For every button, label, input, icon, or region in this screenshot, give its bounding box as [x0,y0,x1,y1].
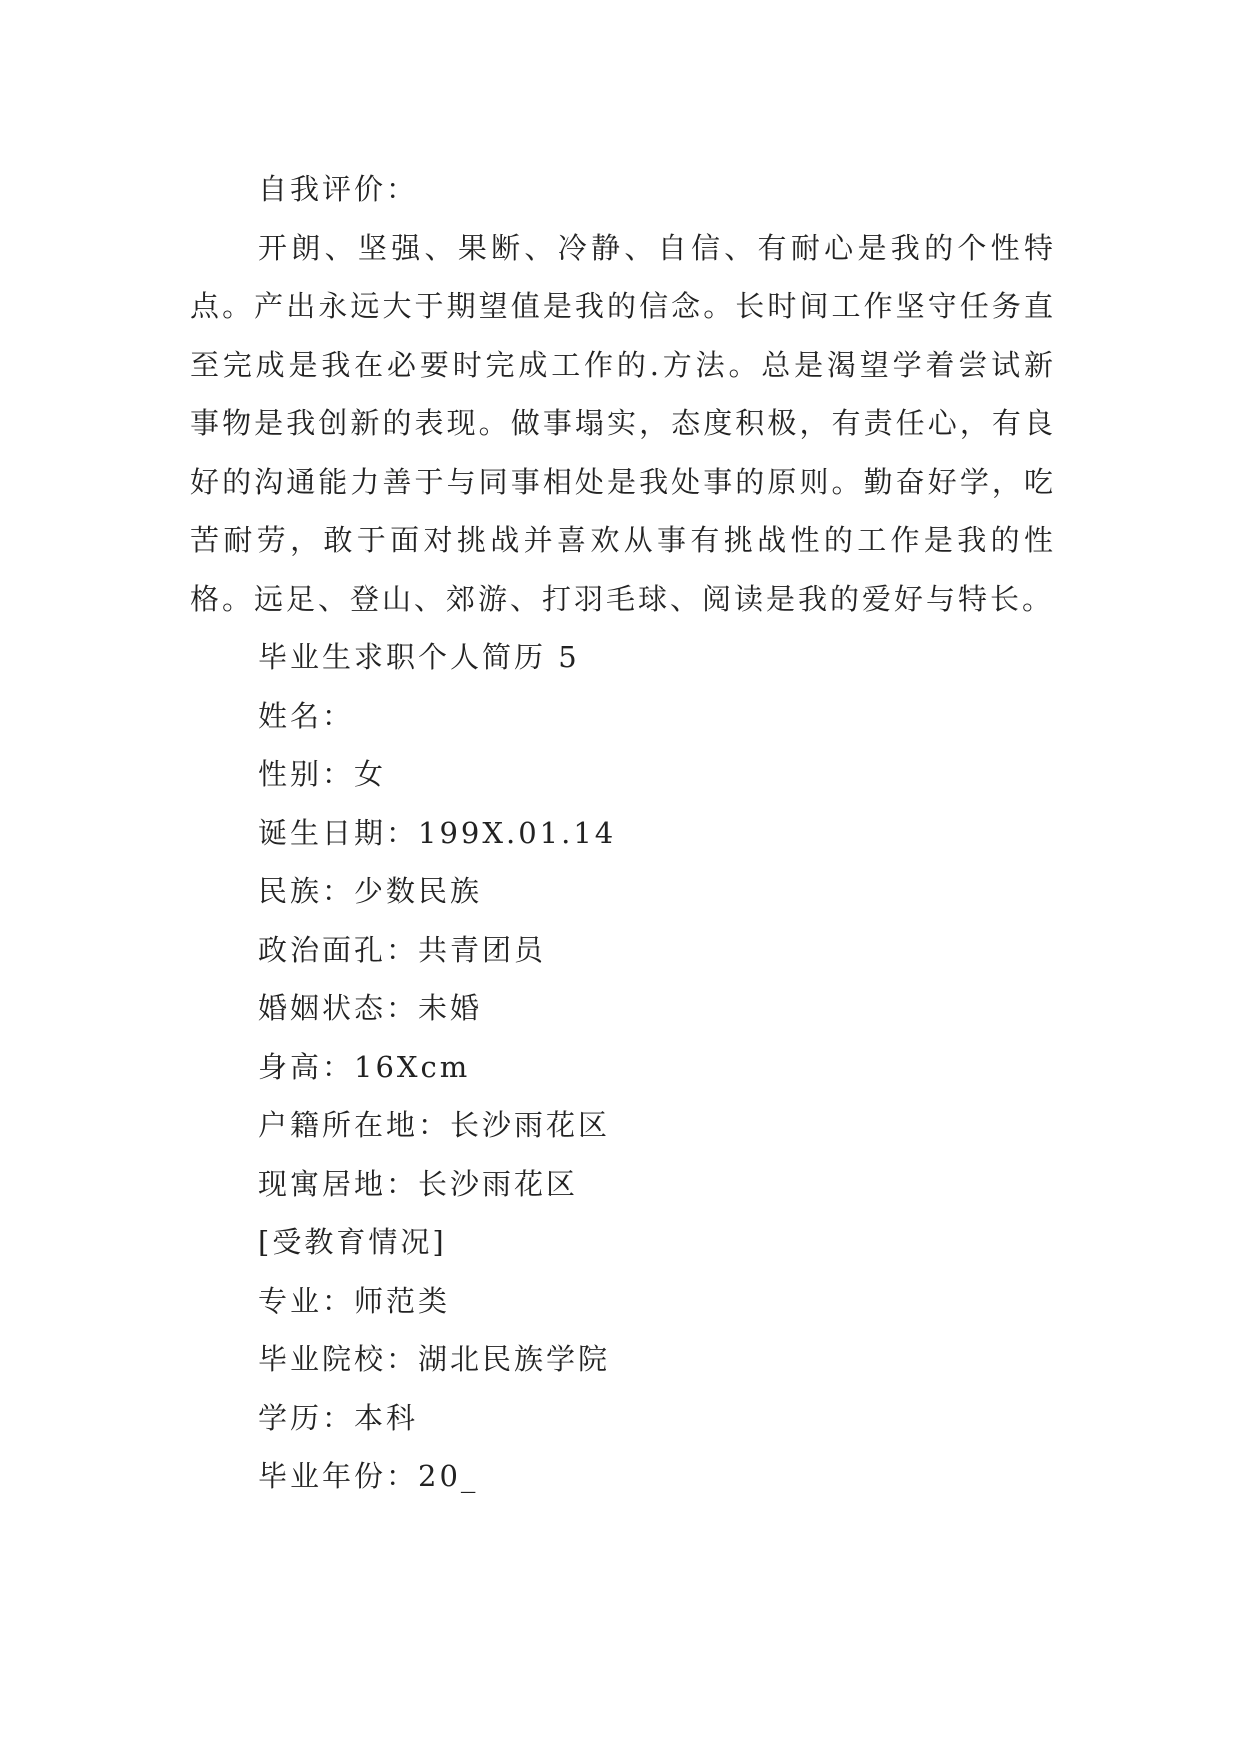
resume-title: 毕业生求职个人简历 5 [258,640,580,674]
field-ethnicity: 民族：少数民族 [258,874,483,908]
field-current-residence: 现寓居地：长沙雨花区 [258,1166,579,1201]
field-major: 专业：师范类 [258,1283,451,1318]
field-height: 身高：16Xcm [258,1049,471,1084]
document-page [190,160,1056,1506]
education-section-heading: [受教育情况] [258,1225,447,1259]
field-gender: 性别：女 [258,757,387,791]
self-evaluation-heading: 自我评价： [258,172,419,206]
field-school: 毕业院校：湖北民族学院 [258,1342,611,1376]
field-political-status: 政治面孔：共青团员 [258,932,547,967]
field-marital-status: 婚姻状态：未婚 [258,991,483,1025]
self-evaluation-paragraph: 开朗、坚强、果断、冷静、自信、有耐心是我的个性特点。产出永远大于期望值是我的信念。长时间工作坚守任务直至完成是我在必要时完成工作的.方法。总是渴望学着尝试新事物是我创新的表现。做事塌实，态度积极，有责任心，有良好的沟通能力善于与同事相处是我处事的原则。勤奋好学，吃苦耐劳，敢于面对挑战并喜欢从事有挑战性的工作是我的性格。远足、登山、郊游、打羽毛球、阅读是我的爱好与特长。 [190,230,1056,616]
field-graduation-year: 毕业年份：20_ [258,1459,479,1493]
field-degree: 学历：本科 [258,1400,419,1435]
field-birth-date: 诞生日期：199X.01.14 [258,815,617,850]
field-household-registration: 户籍所在地：长沙雨花区 [258,1108,611,1142]
field-name: 姓名： [258,698,355,733]
